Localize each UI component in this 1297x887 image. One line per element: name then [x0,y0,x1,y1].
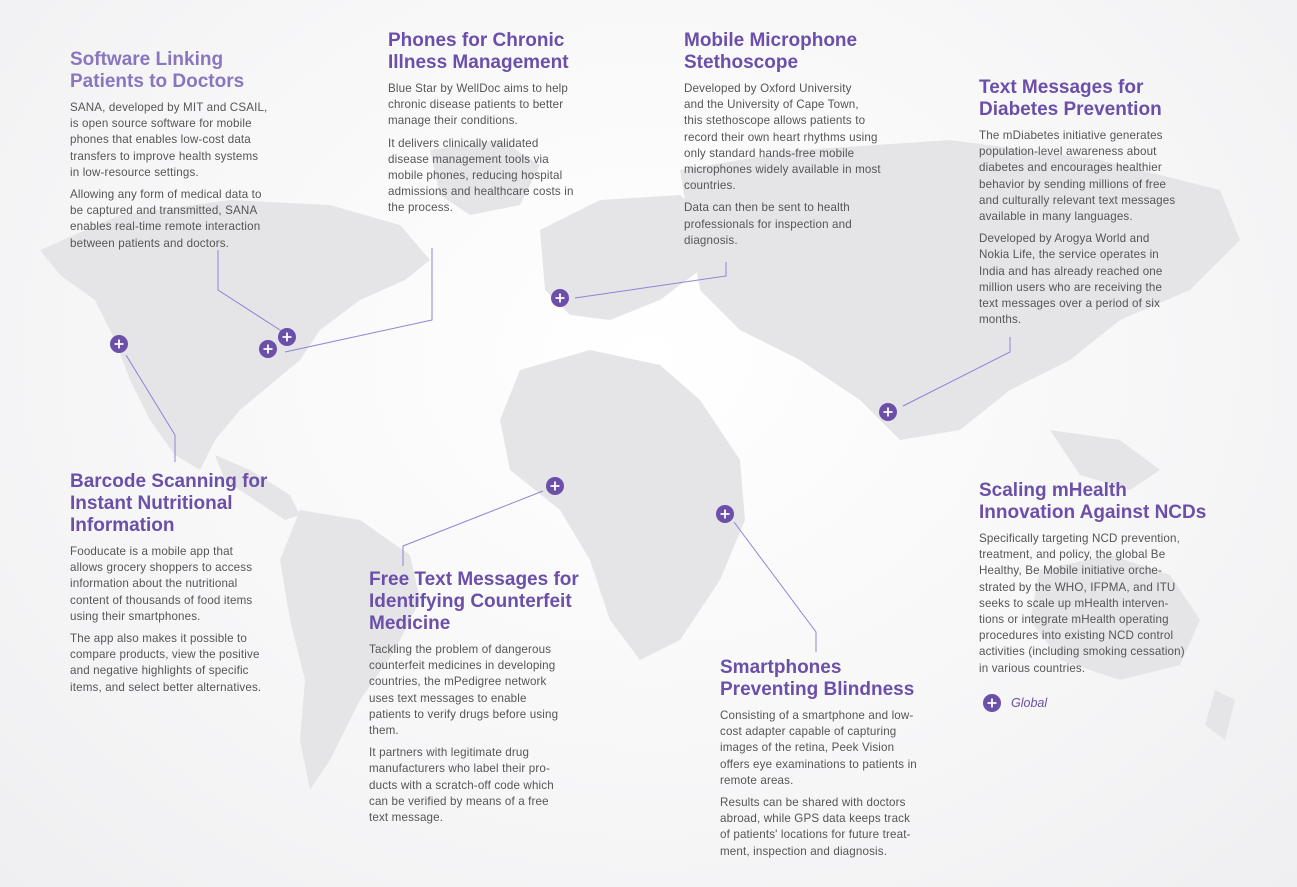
marker-foodcate[interactable] [110,335,128,353]
block-title: Text Messages for Diabetes Prevention [979,77,1162,120]
block-paragraph: SANA, developed by MIT and CSAIL, is open source software for mobile phones that enables low-cost data transfers to improve health systems in low-resource settings. [70,101,268,179]
block-title: Scaling mHealth Innovation Against NCDs [979,480,1207,523]
block-text-diabetes [979,77,1219,334]
block-scaling [979,480,1239,683]
plus-circle-icon [982,693,1002,713]
marker-sana[interactable] [278,328,296,346]
connector-free-text [403,491,543,566]
block-title: Barcode Scanning for Instant Nutritional Information [70,471,268,536]
connector-smartphones-blindness [734,522,816,652]
block-title: Smartphones Preventing Blindness [720,657,915,700]
new-zealand-landmass [1205,690,1235,740]
block-paragraph: It partners with legitimate drug manufacturers who label their pro- ducts with a scratch-off code which can be verified by means of a free text message. [369,746,554,825]
block-paragraph: Allowing any form of medical data to be captured and transmitted, SANA enables real-time remote interaction between patients and doctors. [70,188,262,250]
block-title: Phones for Chronic Illness Management [388,30,569,73]
block-paragraph: It delivers clinically validated disease management tools via mobile phones, reducing hospital admissions and healthcare costs in the process. [388,136,574,215]
block-software-linking [70,49,310,258]
marker-mpedigree[interactable] [546,477,564,495]
block-mobile-stethoscope [684,30,924,255]
block-paragraph: Fooducate is a mobile app that allows grocery shoppers to access information about the nutritional content of thousands of food items using their smartphones. [70,545,253,623]
block-title: Free Text Messages for Identifying Counterfeit Medicine [369,569,579,634]
marker-peek-vision[interactable] [716,505,734,523]
marker-stethoscope[interactable] [551,289,569,307]
block-paragraph: The mDiabetes initiative generates population-level awareness about diabetes and encourages healthier behavior by sending millions of free and culturally relevant text messages available in many languages. [979,129,1176,224]
block-paragraph: Blue Star by WellDoc aims to help chronic disease patients to better manage their conditions. [388,82,569,128]
block-barcode [70,471,310,702]
block-paragraph: Developed by Arogya World and Nokia Life, the service operates in India and has already reached one million users who are receiving the text messages over a period of six months. [979,232,1163,327]
block-title: Software Linking Patients to Doctors [70,49,245,92]
block-paragraph: Results can be shared with doctors abroad, while GPS data keeps track of patients' locations for future treat- ment, inspection and diagnosis. [720,796,911,858]
global-legend[interactable] [982,693,1047,713]
block-paragraph: Specifically targeting NCD prevention, treatment, and policy, the global Be Healthy, Be Mobile initiative orche- strated by the WHO, IFPMA, and ITU seeks to scale up mHealth interven- tions or integrate mHealth operating procedures into existing NCD control activities (including smoking cessation) in various countries. [979,532,1185,675]
global-label: Global [1011,696,1048,710]
block-free-text [369,569,609,832]
block-paragraph: The app also makes it possible to compare products, view the positive and negative highlights of specific items, and select better alternatives. [70,632,262,694]
block-paragraph: Tackling the problem of dangerous counterfeit medicines in developing countries, the mPedigree network uses text messages to enable patients to verify drugs before using them. [369,643,559,738]
block-smartphones-blindness [720,657,960,866]
block-title: Mobile Microphone Stethoscope [684,30,858,73]
block-phones-chronic [388,30,618,223]
block-paragraph: Consisting of a smartphone and low- cost adapter capable of capturing images of the retina, Peek Vision offers eye examinations to patients in remote areas. [720,709,917,787]
marker-mdiabetes[interactable] [879,403,897,421]
block-paragraph: Data can then be sent to health professionals for inspection and diagnosis. [684,201,852,247]
marker-bluestar[interactable] [259,340,277,358]
block-paragraph: Developed by Oxford University and the University of Cape Town, this stethoscope allows patients to record their own heart rhythms using only standard hands-free mobile microphones widely available in most countries. [684,82,881,193]
